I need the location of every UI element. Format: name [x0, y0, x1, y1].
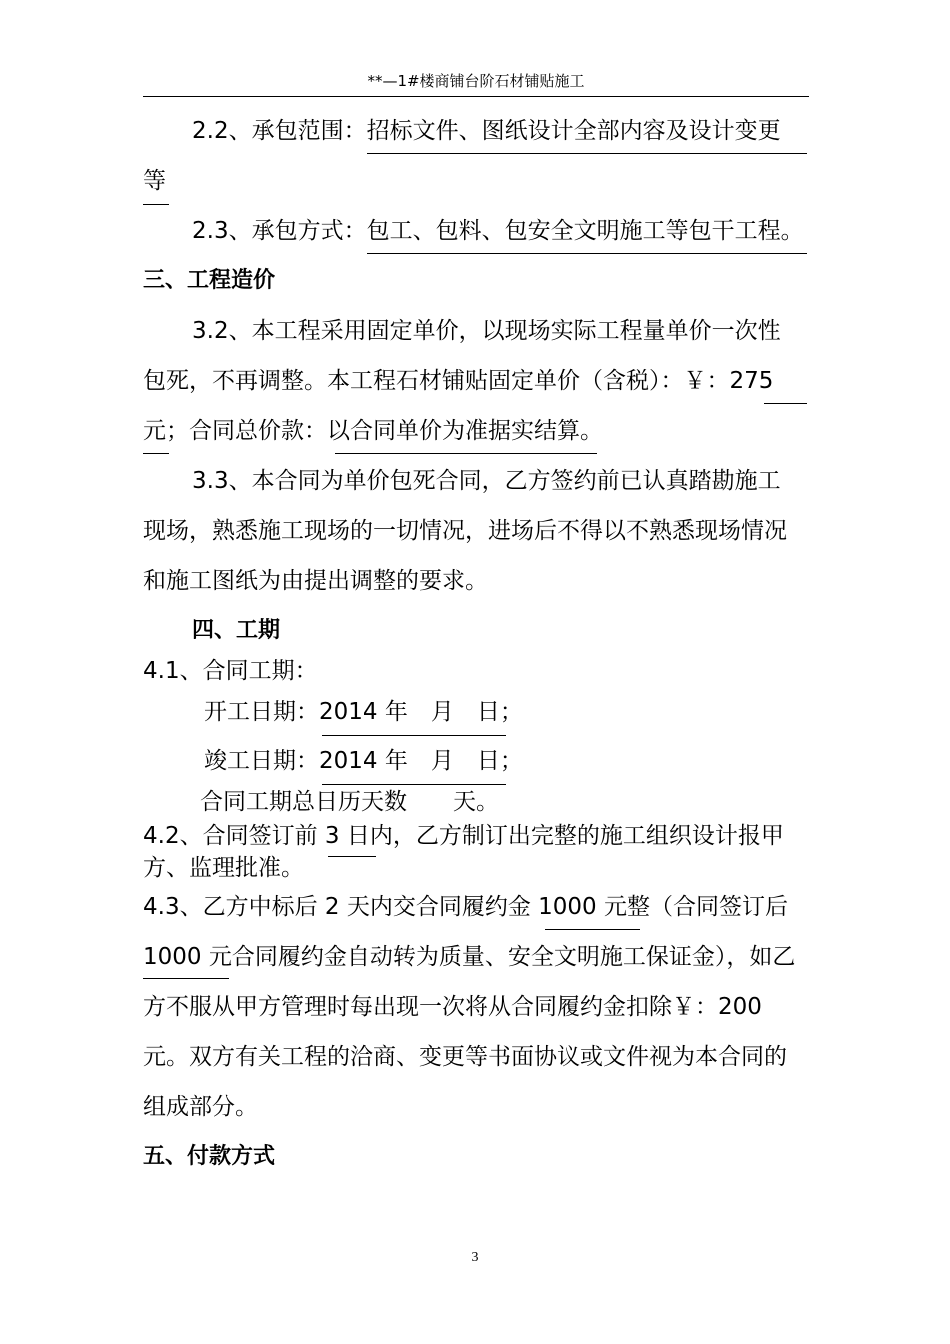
clause-4-3-cont-3: 元。双方有关工程的洽商、变更等书面协议或文件视为本合同的 — [143, 1044, 787, 1070]
underline — [764, 403, 807, 404]
completion-date: 竣工日期：2014 年 月 日； — [204, 748, 523, 774]
clause-2-2-cont: 等 — [143, 168, 166, 194]
underline — [322, 784, 506, 785]
clause-3-3: 3.3、本合同为单价包死合同，乙方签约前已认真踏勘施工 — [192, 468, 781, 494]
clause-4-3: 4.3、乙方中标后 2 天内交合同履约金 1000 元整（合同签订后 — [143, 894, 788, 920]
clause-4-1: 4.1、合同工期： — [143, 658, 318, 684]
underline — [545, 929, 640, 930]
clause-3-2: 3.2、本工程采用固定单价，以现场实际工程量单价一次性 — [192, 318, 781, 344]
clause-3-2-cont-2: 元；合同总价款：以合同单价为准据实结算。 — [143, 418, 603, 444]
header-rule — [143, 96, 809, 97]
start-date: 开工日期：2014 年 月 日； — [204, 699, 523, 725]
clause-4-2-cont: 方、监理批准。 — [143, 855, 304, 881]
clause-2-3: 2.3、承包方式：包工、包料、包安全文明施工等包干工程。 — [192, 218, 804, 244]
clause-3-2-cont: 包死，不再调整。本工程石材铺贴固定单价（含税）：￥：275 — [143, 368, 774, 394]
underline — [335, 453, 597, 454]
underline — [143, 978, 229, 979]
underline — [143, 204, 169, 205]
underline — [143, 453, 169, 454]
section-3-heading: 三、工程造价 — [143, 268, 276, 293]
page-number: 3 — [471, 1250, 479, 1265]
total-days: 合同工期总日历天数 天。 — [200, 789, 499, 815]
clause-2-2: 2.2、承包范围：招标文件、图纸设计全部内容及设计变更 — [192, 118, 781, 144]
underline — [322, 735, 506, 736]
clause-4-2: 4.2、合同签订前 3 日内，乙方制订出完整的施工组织设计报甲 — [143, 823, 784, 849]
section-5-heading: 五、付款方式 — [143, 1144, 276, 1169]
clause-4-3-cont-2: 方不服从甲方管理时每出现一次将从合同履约金扣除￥：200 — [143, 994, 762, 1020]
underline — [328, 856, 376, 857]
section-4-heading: 四、工期 — [192, 618, 281, 643]
running-header: **—1#楼商铺台阶石材铺贴施工 — [367, 72, 585, 90]
clause-3-3-cont: 现场，熟悉施工现场的一切情况，进场后不得以不熟悉现场情况 — [143, 518, 787, 544]
clause-4-3-cont: 1000 元合同履约金自动转为质量、安全文明施工保证金），如乙 — [143, 944, 796, 970]
clause-4-3-cont-4: 组成部分。 — [143, 1094, 258, 1120]
underline — [367, 153, 807, 154]
clause-3-3-cont-2: 和施工图纸为由提出调整的要求。 — [143, 568, 488, 594]
underline — [367, 253, 807, 254]
